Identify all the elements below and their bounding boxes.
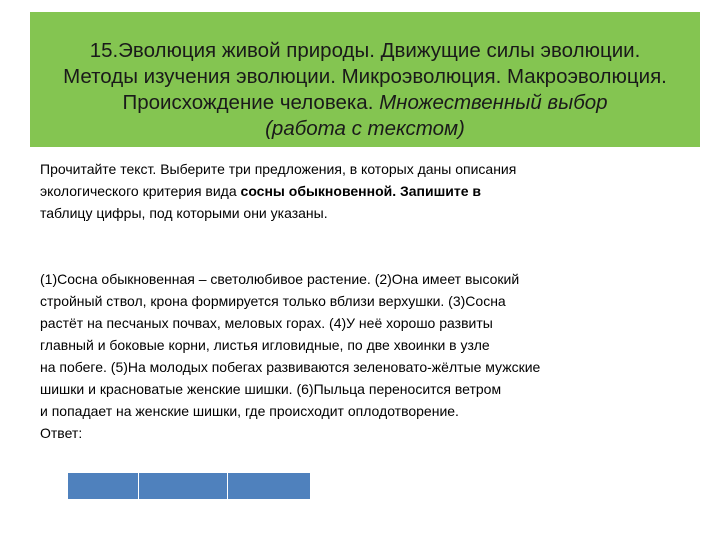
title-line-4: (работа с текстом)	[265, 117, 465, 140]
task-line-1: Прочитайте текст. Выберите три предложения, в которых даны описания	[40, 161, 517, 177]
passage-line: главный и боковые корни, листья игловидные, по две хвоинки в узле	[40, 337, 490, 353]
passage-line: растёт на песчаных почвах, меловых горах. (4)У неё хорошо развиты	[40, 315, 493, 331]
task-line-2	[40, 180, 630, 202]
passage-text	[40, 268, 640, 444]
title-line-1: 15.Эволюция живой природы. Движущие силы эволюции.	[89, 39, 641, 62]
page-title	[30, 38, 700, 142]
task-instructions	[40, 158, 630, 224]
answer-label: Ответ:	[40, 425, 83, 441]
passage-line: на побеге. (5)На молодых побегах развиваются зеленовато-жёлтые мужские	[40, 359, 541, 375]
answer-cell-2[interactable]	[139, 473, 228, 499]
task-line-3: таблицу цифры, под которыми они указаны.	[40, 205, 328, 221]
passage-line: и попадает на женские шишки, где происходит оплодотворение.	[40, 403, 459, 419]
answer-cell-3[interactable]	[228, 473, 310, 499]
passage-line: стройный ствол, крона формируется только вблизи верхушки. (3)Сосна	[40, 293, 506, 309]
task-line-2-bold: сосны обыкновенной. Запишите в	[240, 183, 482, 199]
answer-table	[68, 473, 310, 499]
title-line-2: Методы изучения эволюции. Микроэволюция. Макроэволюция.	[63, 65, 667, 88]
title-line-3-normal: Происхождение человека.	[122, 91, 374, 114]
task-line-2-normal: экологического критерия вида	[40, 183, 237, 199]
title-line-3	[30, 90, 700, 116]
passage-line: (1)Сосна обыкновенная – светолюбивое растение. (2)Она имеет высокий	[40, 271, 520, 287]
title-line-3-italic: Множественный выбор	[379, 91, 608, 114]
answer-cell-1[interactable]	[68, 473, 139, 499]
passage-line: шишки и красноватые женские шишки. (6)Пыльца переносится ветром	[40, 381, 502, 397]
